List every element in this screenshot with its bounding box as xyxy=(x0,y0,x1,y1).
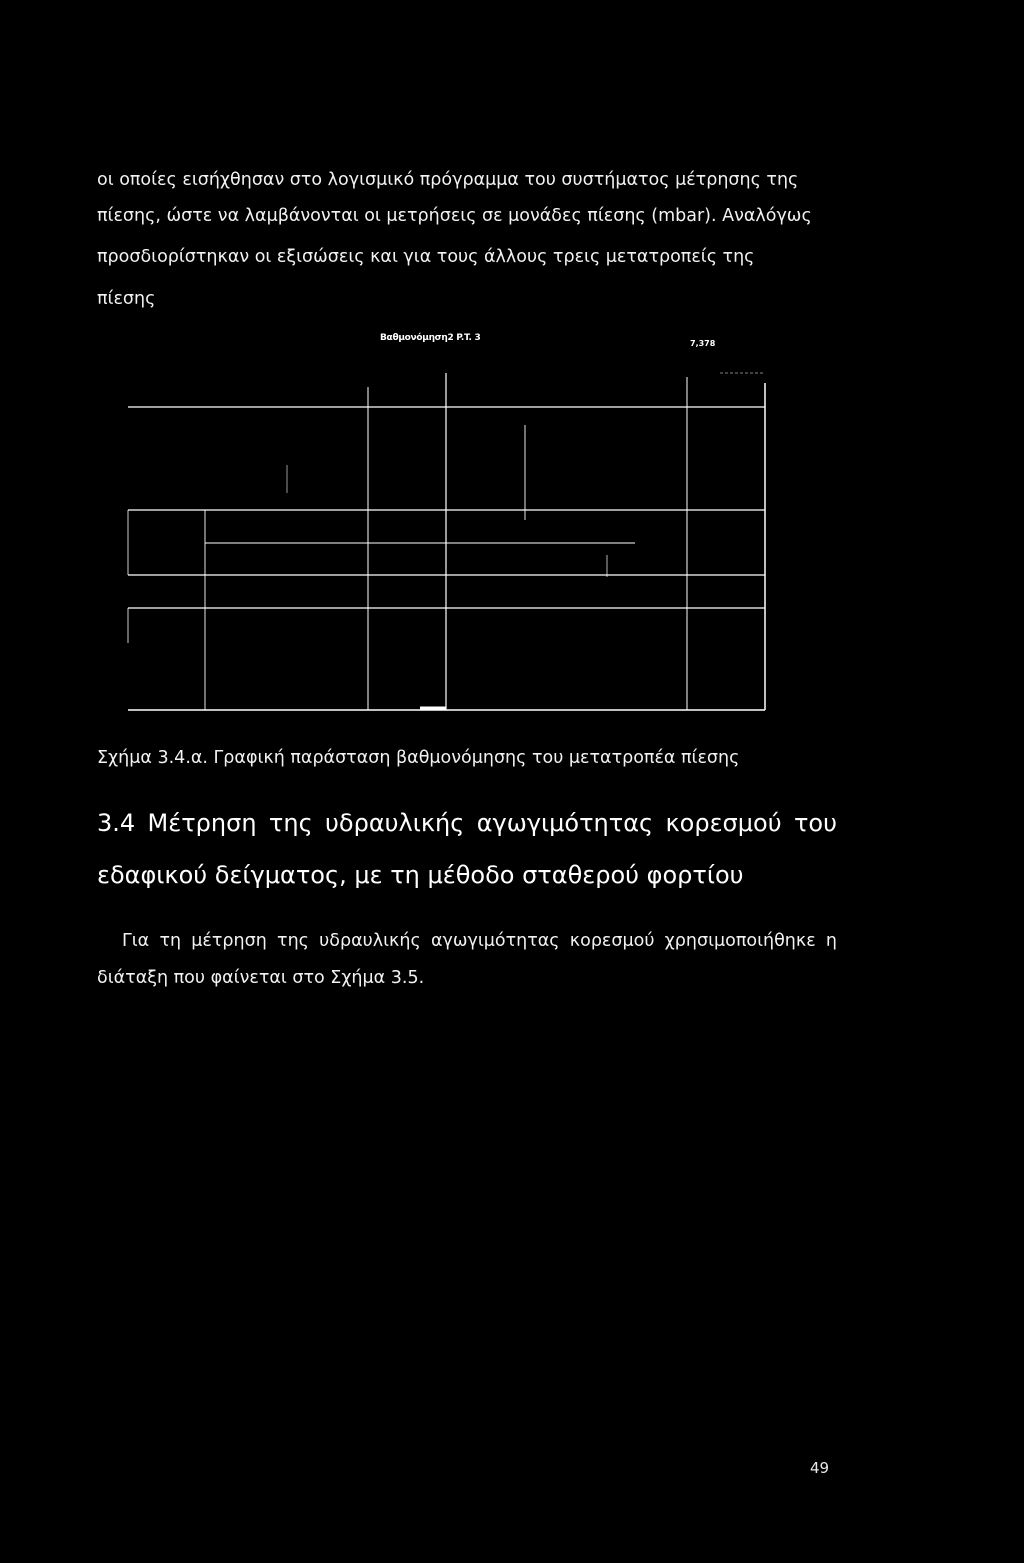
chart-graphic xyxy=(120,325,770,720)
body-word: τη xyxy=(159,931,182,951)
body-line-1 xyxy=(97,930,837,952)
body-word: χρησιμοποιήθηκε xyxy=(664,931,816,951)
paragraph-line: πίεσης, ώστε να λαμβάνονται οι μετρήσεις σε μονάδες πίεσης (mbar). Αναλόγως xyxy=(97,206,812,226)
figure-caption: Σχήμα 3.4.α. Γραφική παράσταση βαθμονόμησης του μετατροπέα πίεσης xyxy=(97,748,740,768)
calibration-figure xyxy=(120,325,770,720)
chart-title: Βαθμονόμηση2 P.T. 3 xyxy=(380,333,481,343)
body-line-2: διάταξη που φαίνεται στο Σχήμα 3.5. xyxy=(97,968,425,988)
body-word: της xyxy=(277,931,309,951)
body-word: υδραυλικής xyxy=(319,931,421,951)
heading-word: αγωγιμότητας xyxy=(476,809,654,837)
heading-word: υδραυλικής xyxy=(325,809,465,837)
page-number: 49 xyxy=(810,1459,830,1477)
body-word: η xyxy=(825,931,837,951)
heading-word: της xyxy=(268,809,313,837)
section-heading-line-1 xyxy=(97,808,837,838)
heading-word: του xyxy=(793,809,837,837)
paragraph-line: προσδιορίστηκαν οι εξισώσεις και για τους άλλους τρεις μετατροπείς της xyxy=(97,247,755,267)
body-word: αγωγιμότητας xyxy=(430,931,560,951)
chart-value-label: 7,378 xyxy=(690,339,716,348)
heading-word: κορεσμού xyxy=(665,809,782,837)
body-word: μέτρηση xyxy=(191,931,267,951)
paragraph-line: πίεσης xyxy=(97,289,156,309)
section-heading-line-2: εδαφικού δείγματος, με τη μέθοδο σταθερού φορτίου xyxy=(97,861,744,889)
body-word: Για xyxy=(122,931,150,951)
paragraph-line: οι οποίες εισήχθησαν στο λογισμικό πρόγραμμα του συστήματος μέτρησης της xyxy=(97,170,799,190)
heading-word: Μέτρηση xyxy=(147,809,257,837)
body-word: κορεσμού xyxy=(569,931,655,951)
heading-word: 3.4 xyxy=(97,809,136,837)
